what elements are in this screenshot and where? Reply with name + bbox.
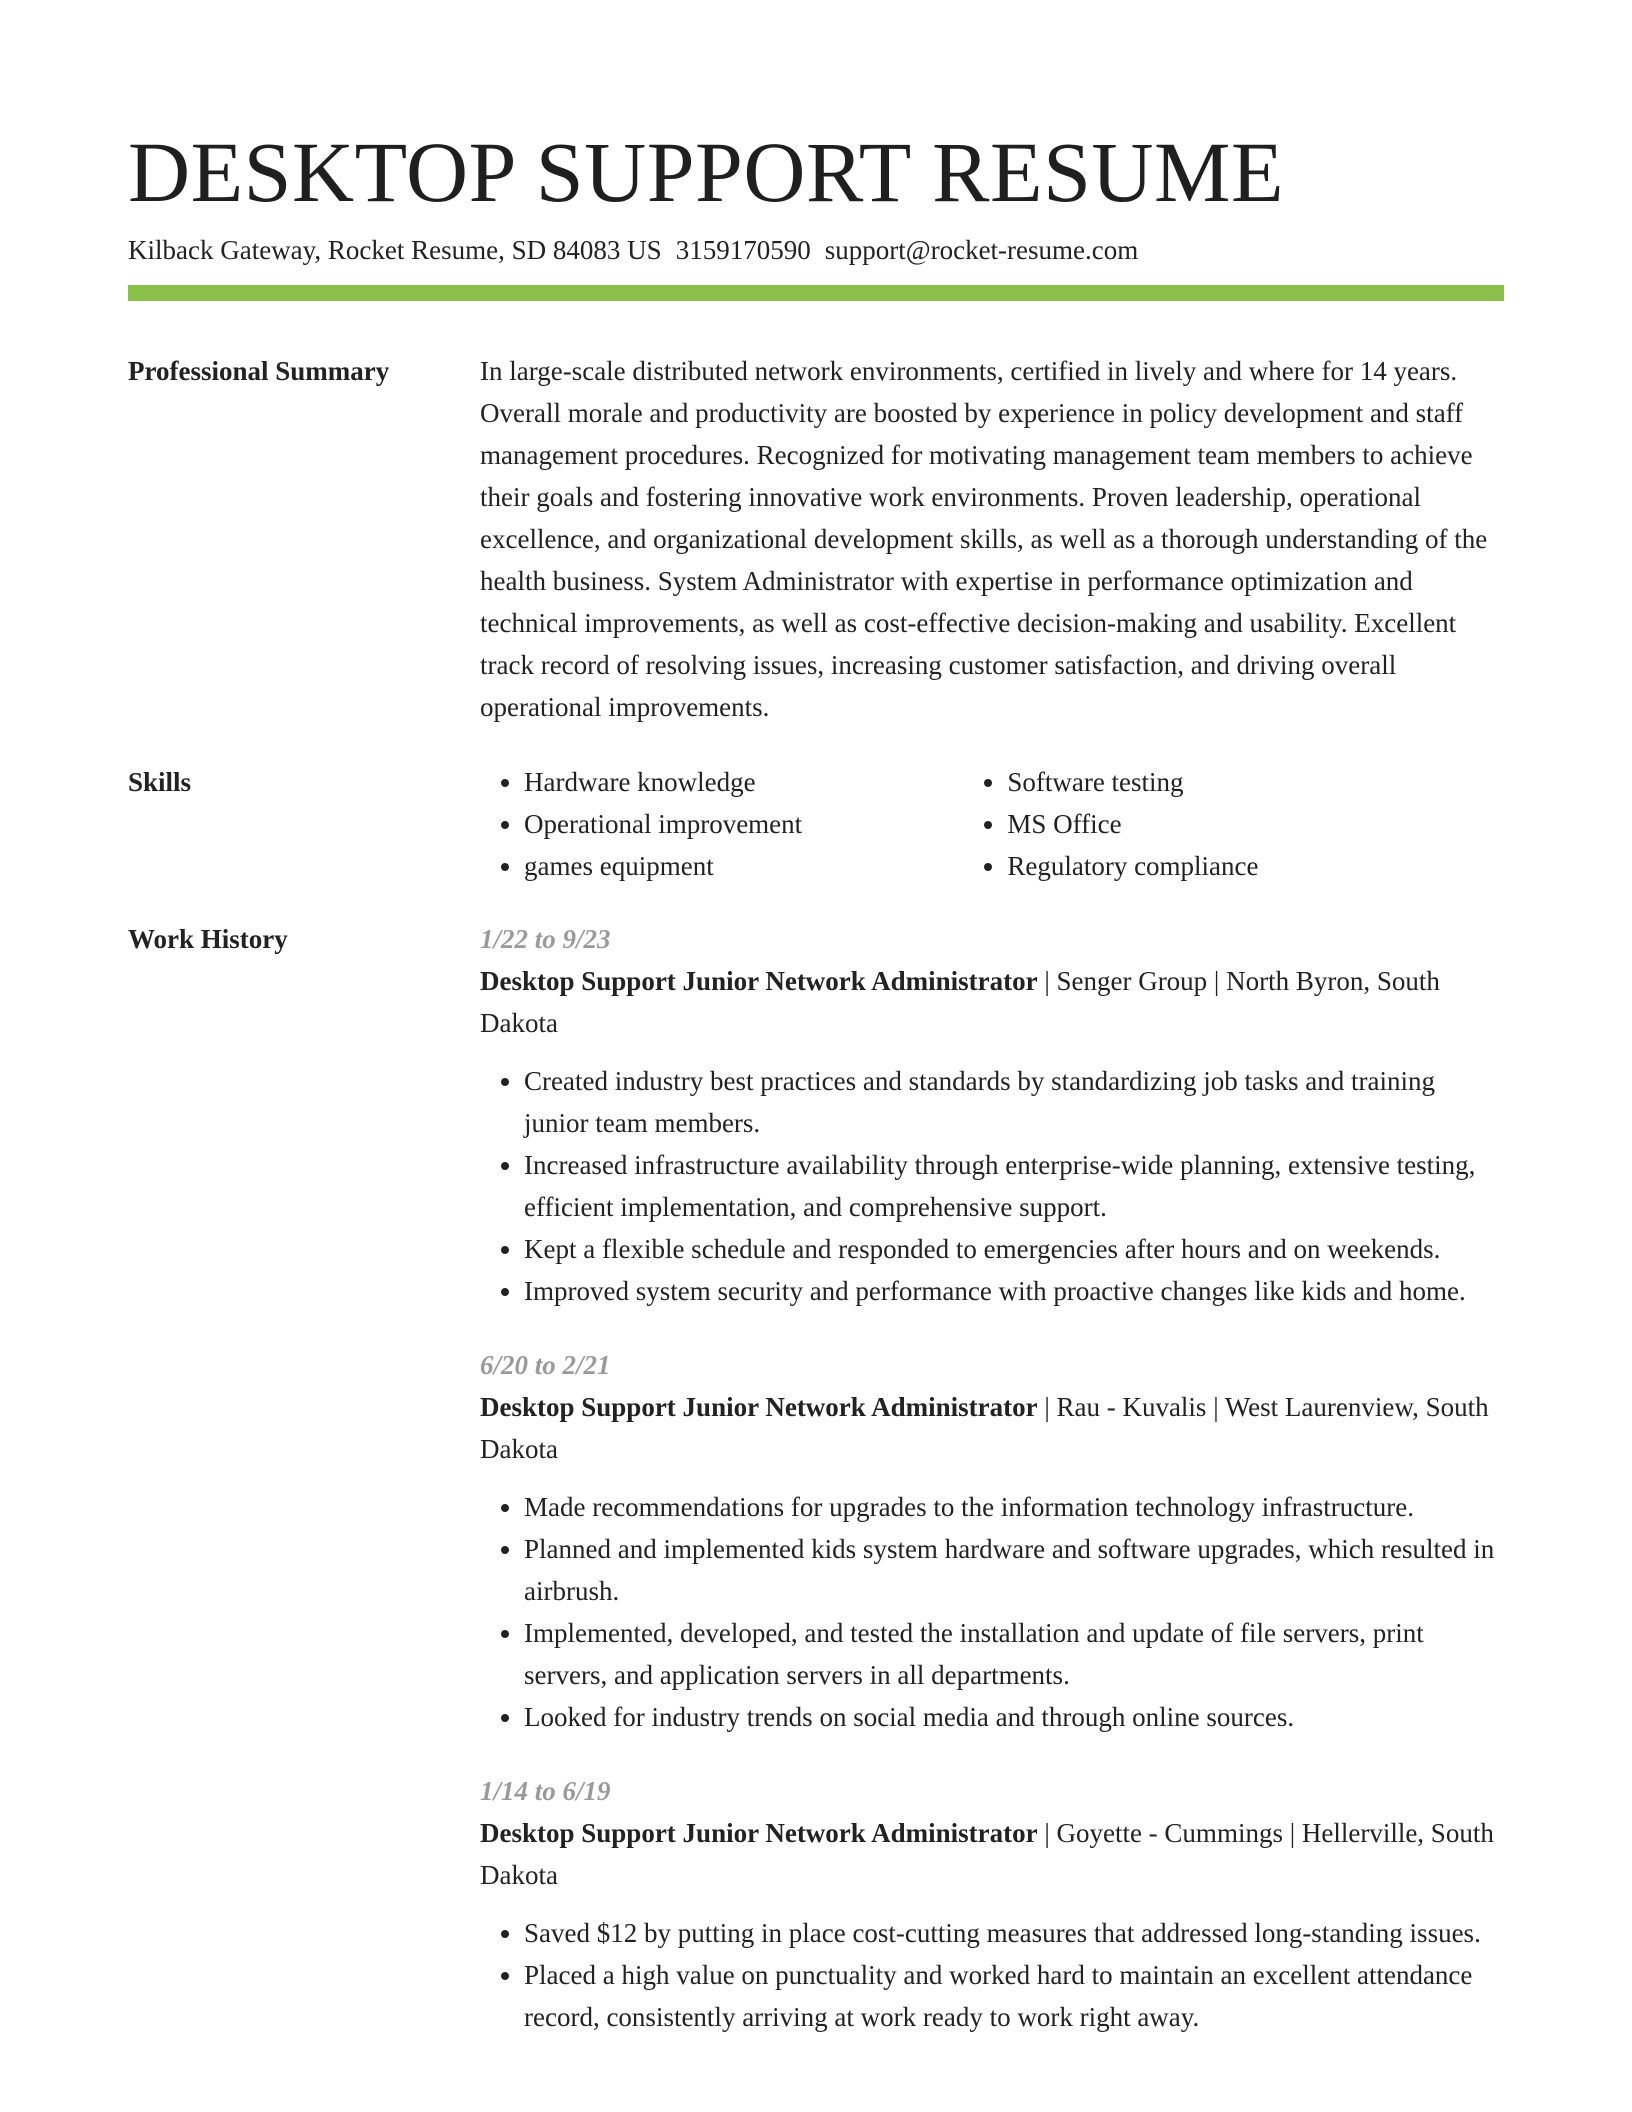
skills-body bbox=[480, 761, 1504, 887]
job-bullets bbox=[480, 1060, 1504, 1312]
skill-item: • Regulatory compliance bbox=[1007, 845, 1504, 887]
job-meta: | Senger Group | North Byron, South Dakota bbox=[480, 966, 1440, 1038]
job-title: Desktop Support Junior Network Administrator bbox=[480, 1818, 1038, 1848]
skills-grid bbox=[480, 761, 1504, 887]
job-bullet: • Increased infrastructure availability through enterprise-wide planning, extensive testing, efficient implementation, and comprehensive support. bbox=[524, 1144, 1504, 1228]
job-entry bbox=[480, 918, 1504, 1312]
skill-item: • MS Office bbox=[1007, 803, 1504, 845]
skill-item: • games equipment bbox=[524, 845, 963, 887]
resume-title: DESKTOP SUPPORT RESUME bbox=[128, 124, 1285, 220]
summary-text: In large-scale distributed network environments, certified in lively and where for 14 years. Overall morale and productivity are boosted by experience in policy development and staff management procedures. Recognized for motivating management team members to achieve their goals and fostering innovative work environments. Proven leadership, operational excellence, and organizational development skills, as well as a thorough understanding of the health business. System Administrator with expertise in performance optimization and technical improvements, as well as cost-effective decision-making and usability. Excellent track record of resolving issues, increasing customer satisfaction, and driving overall operational improvements. bbox=[480, 356, 1488, 722]
job-entry bbox=[480, 1344, 1504, 1738]
skills-column-left bbox=[480, 761, 963, 887]
contact-email: support@rocket-resume.com bbox=[824, 235, 1139, 265]
skills-heading: Skills bbox=[128, 767, 192, 797]
header-divider bbox=[128, 285, 1504, 301]
job-bullet: • Implemented, developed, and tested the installation and update of file servers, print servers, and application servers in all departments. bbox=[524, 1612, 1504, 1696]
job-bullet: • Placed a high value on punctuality and worked hard to maintain an excellent attendance record, consistently arriving at work ready to work right away. bbox=[524, 1954, 1504, 2038]
contact-line bbox=[128, 232, 1138, 268]
job-dates: 1/14 to 6/19 bbox=[480, 1776, 611, 1806]
job-bullet: • Kept a flexible schedule and responded to emergencies after hours and on weekends. bbox=[524, 1228, 1504, 1270]
skills-column-right bbox=[963, 761, 1504, 887]
skill-item: • Software testing bbox=[1007, 761, 1504, 803]
job-title: Desktop Support Junior Network Administrator bbox=[480, 1392, 1038, 1422]
job-dates: 1/22 to 9/23 bbox=[480, 924, 611, 954]
job-bullet: • Created industry best practices and standards by standardizing job tasks and training junior team members. bbox=[524, 1060, 1504, 1144]
job-meta: | Rau - Kuvalis | West Laurenview, South Dakota bbox=[480, 1392, 1489, 1464]
job-heading bbox=[480, 960, 1504, 1044]
job-title: Desktop Support Junior Network Administrator bbox=[480, 966, 1038, 996]
contact-phone: 3159170590 bbox=[675, 235, 811, 265]
work-history-body bbox=[480, 918, 1504, 2070]
work-history-heading: Work History bbox=[128, 924, 288, 954]
job-bullet: • Made recommendations for upgrades to the information technology infrastructure. bbox=[524, 1486, 1504, 1528]
summary-heading: Professional Summary bbox=[128, 356, 390, 386]
job-bullets bbox=[480, 1912, 1504, 2038]
job-bullet: • Saved $12 by putting in place cost-cutting measures that addressed long-standing issues. bbox=[524, 1912, 1504, 1954]
job-entry bbox=[480, 1770, 1504, 2038]
skill-item: • Hardware knowledge bbox=[524, 761, 963, 803]
job-bullets bbox=[480, 1486, 1504, 1738]
job-dates: 6/20 to 2/21 bbox=[480, 1350, 611, 1380]
contact-address: Kilback Gateway, Rocket Resume, SD 84083 US bbox=[128, 235, 662, 265]
job-bullet: • Looked for industry trends on social media and through online sources. bbox=[524, 1696, 1504, 1738]
job-heading bbox=[480, 1386, 1504, 1470]
job-bullet: • Planned and implemented kids system hardware and software upgrades, which resulted in airbrush. bbox=[524, 1528, 1504, 1612]
job-meta: | Goyette - Cummings | Hellerville, South Dakota bbox=[480, 1818, 1494, 1890]
summary-body bbox=[480, 350, 1504, 728]
skill-item: • Operational improvement bbox=[524, 803, 963, 845]
job-heading bbox=[480, 1812, 1504, 1896]
job-bullet: • Improved system security and performance with proactive changes like kids and home. bbox=[524, 1270, 1504, 1312]
